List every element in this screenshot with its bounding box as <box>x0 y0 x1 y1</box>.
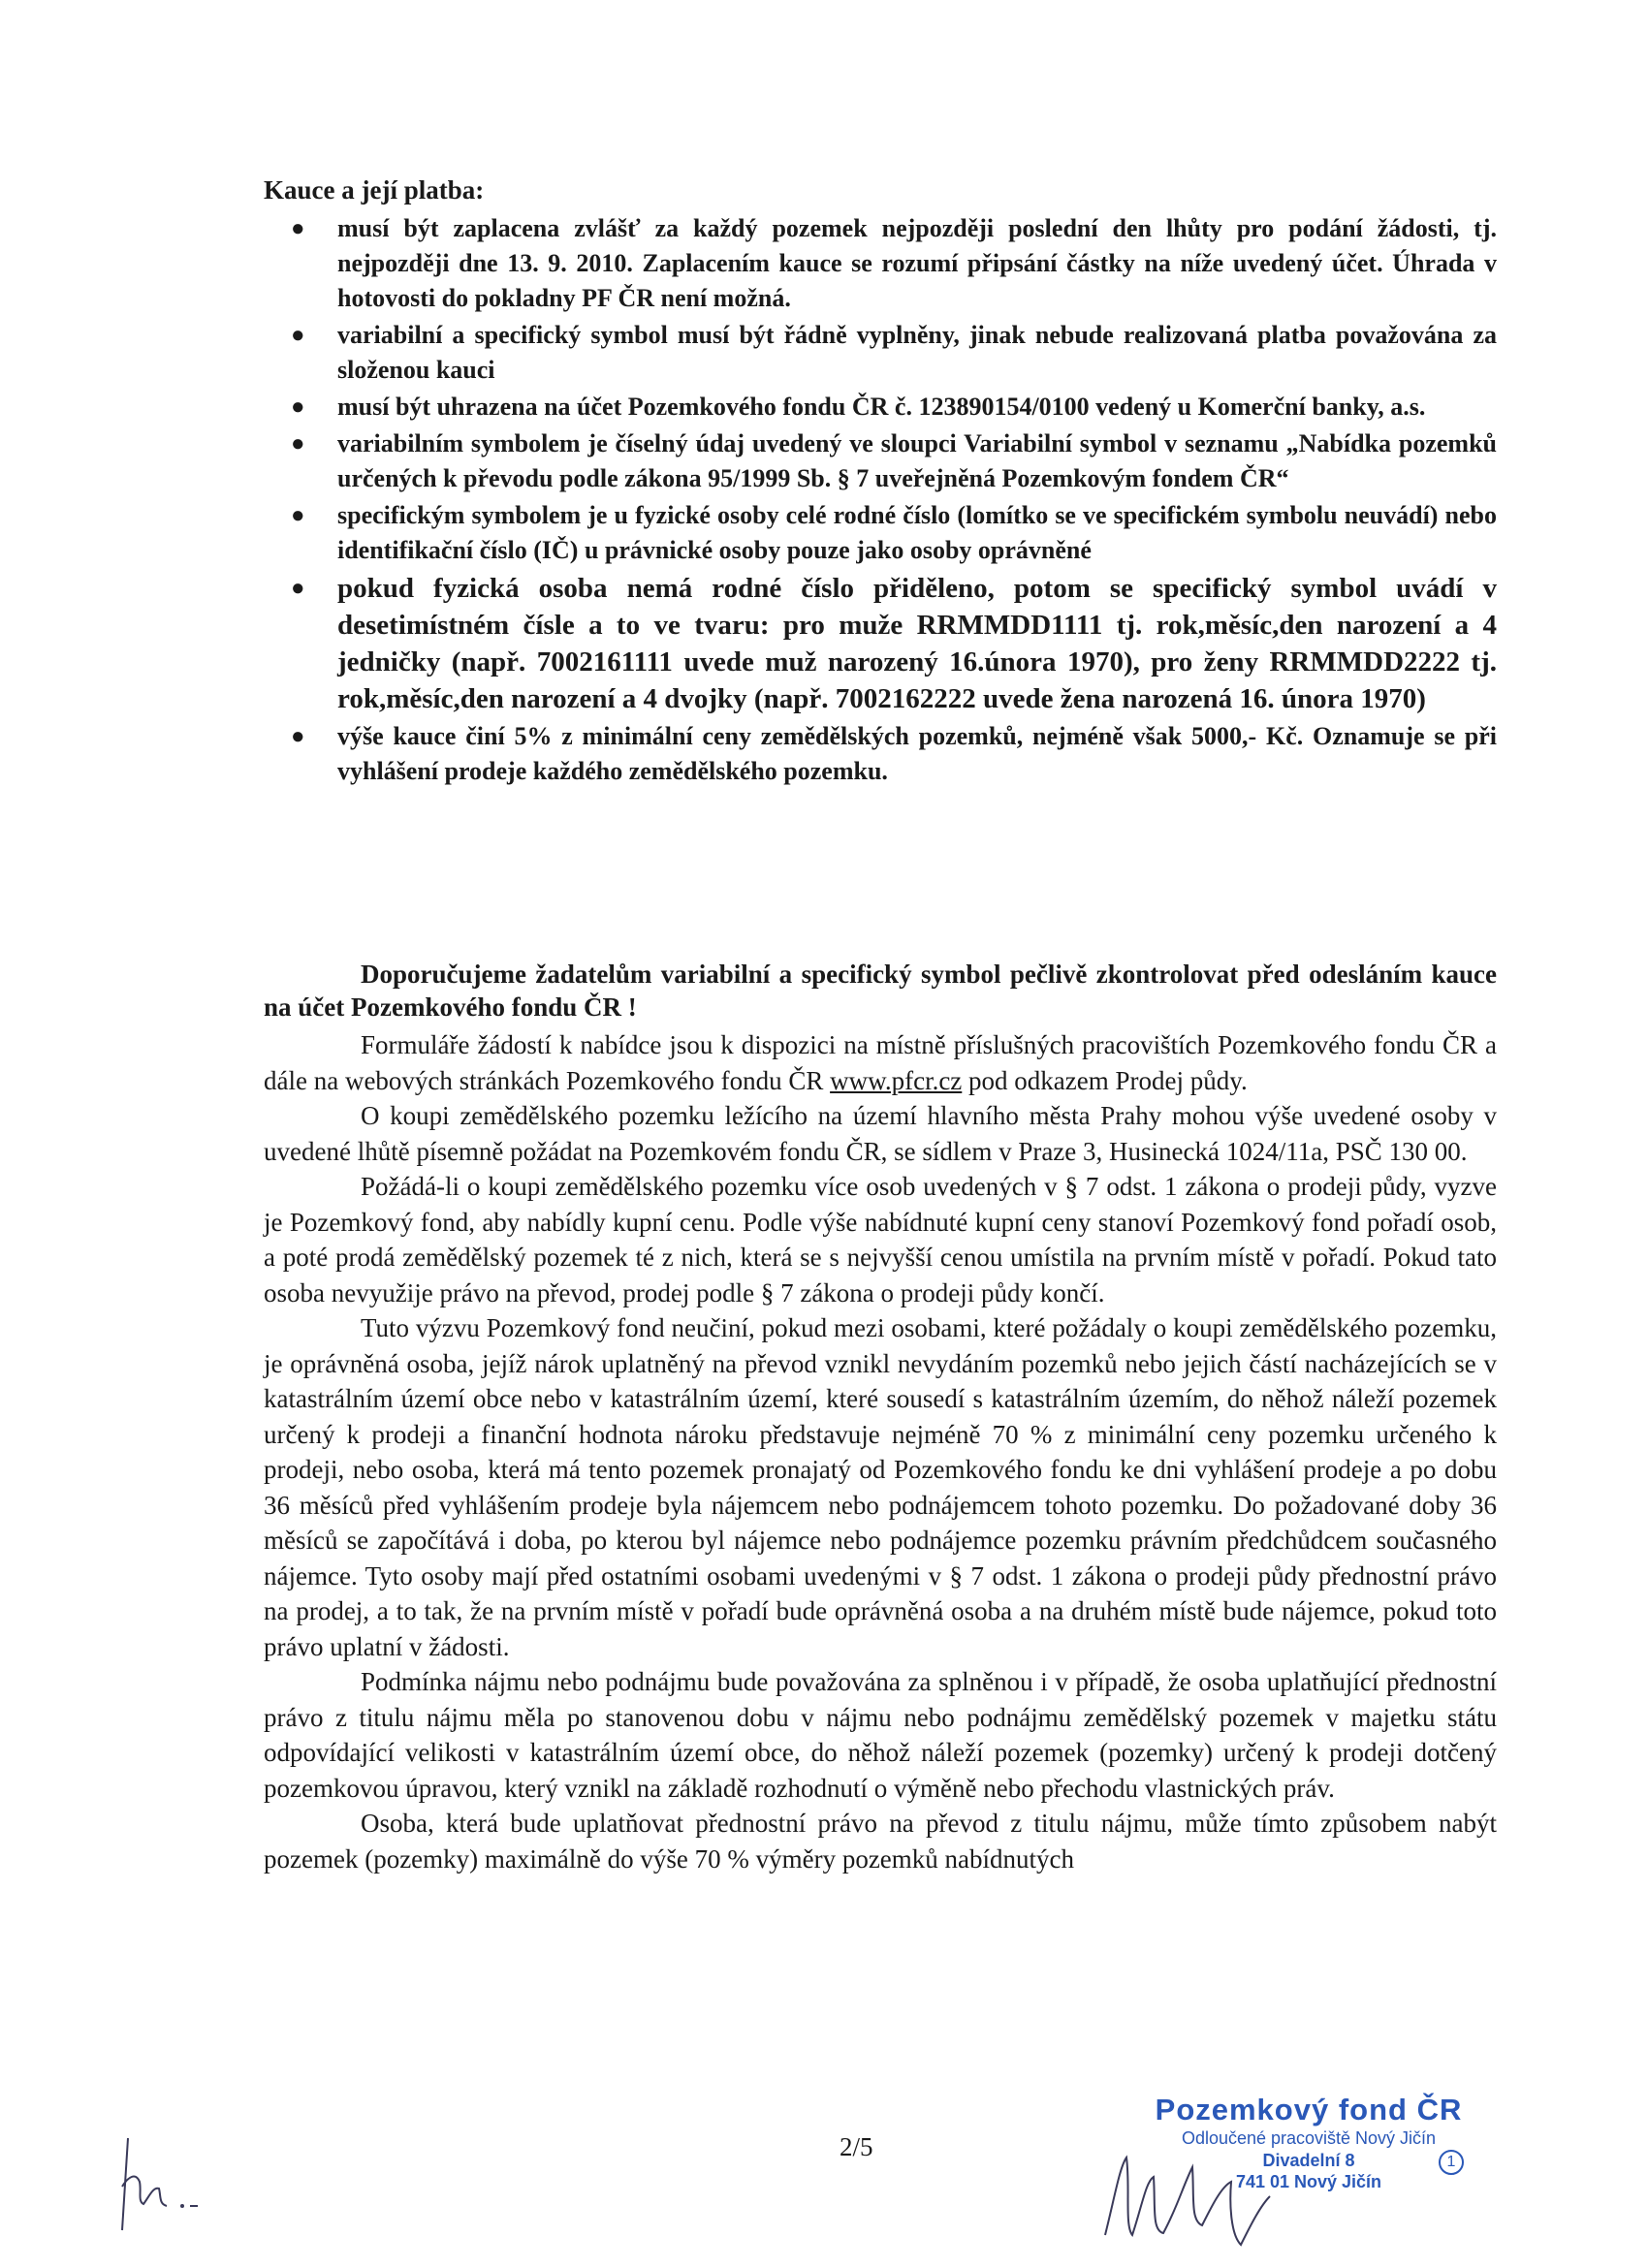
list-item-text: variabilním symbolem je číselný údaj uvedený ve sloupci Variabilní symbol v seznamu „Nabídka pozemků určených k převodu podle zákona 95/1999 Sb. § 7 uveřejněná Pozemkovým fondem ČR“ <box>337 429 1497 492</box>
paragraph-text: Formuláře žádostí k nabídce jsou k dispozici na místně příslušných pracovištích Pozemkového fondu ČR a dále na webových stránkách Pozemkového fondu ČR <box>264 1030 1497 1095</box>
list-item <box>264 211 1497 316</box>
bullet-icon: ● <box>291 323 305 348</box>
stamp-number-mark: 1 <box>1439 2150 1464 2175</box>
bullet-icon: ● <box>291 576 305 601</box>
paragraph-forms <box>264 1027 1497 1098</box>
paragraph-multiple-applicants: Požádá-li o koupi zemědělského pozemku více osob uvedených v § 7 odst. 1 zákona o prodeji půdy, vyzve je Pozemkový fond, aby nabídly kupní cenu. Podle výše nabídnuté kupní ceny stanoví Pozemkový fond pořadí osob, a poté prodá zemědělský pozemek té z nich, která se s nejvyšší cenou umístila na prvním místě v pořadí. Pokud tato osoba nevyužije právo na převod, prodej podle § 7 zákona o prodeji půdy končí. <box>264 1172 1497 1307</box>
body-text <box>264 1027 1497 1876</box>
bullet-icon: ● <box>291 431 305 457</box>
deposit-heading: Kauce a její platba: <box>264 175 485 205</box>
page-number: 2/5 <box>840 2132 873 2161</box>
signature-right <box>1086 2128 1280 2264</box>
list-item-text: variabilní a specifický symbol musí být řádně vyplněny, jinak nebude realizovaná platba považována za složenou kauci <box>337 321 1497 384</box>
deposit-rules-list <box>264 211 1497 789</box>
list-item-text: specifickým symbolem je u fyzické osoby celé rodné číslo (lomítko se ve specifickém symbolu neuvádí) nebo identifikační číslo (IČ) u právnické osoby pouze jako osoby oprávněné <box>337 501 1497 564</box>
paragraph-preferential-right: Tuto výzvu Pozemkový fond neučiní, pokud mezi osobami, které požádaly o koupi zemědělského pozemku, je oprávněná osoba, jejíž nárok uplatněný na převod vznikl nevydáním pozemků nebo jejich částí nacházejících se v katastrálním území obce nebo v katastrálním území, které sousedí s katastrálním územím, do něhož náleží pozemek určený k prodeji a finanční hodnota nároku představuje nejméně 70 % z minimální ceny pozemku určeného k prodeji, nebo osoba, která má tento pozemek pronajatý od Pozemkového fondu ke dni vyhlášení prodeje a po dobu 36 měsíců před vyhlášením prodeje byla nájemcem nebo podnájemcem tohoto pozemku. Do požadované doby 36 měsíců se započítává i doba, po kterou byl nájemce nebo podnájemce pozemku právním předchůdcem současného nájemce. Tyto osoby mají před ostatními osobami uvedenými v § 7 odst. 1 zákona o prodeji půdy přednostní právo na prodej, a to tak, že na prvním místě v pořadí bude oprávněná osoba a na druhém místě bude nájemce, pokud toto právo uplatní v žádosti. <box>264 1313 1497 1661</box>
list-item <box>264 719 1497 789</box>
list-item <box>264 570 1497 717</box>
stamp-title: Pozemkový fond ČR <box>1155 2093 1463 2126</box>
stamp-city: 741 01 Nový Jičín <box>1235 2172 1382 2191</box>
paragraph-text: pod odkazem Prodej půdy. <box>962 1065 1248 1095</box>
stamp-branch: Odloučené pracoviště Nový Jičín <box>1181 2128 1437 2148</box>
recommendation-note: Doporučujeme žadatelům variabilní a specifický symbol pečlivě zkontrolovat před odesláním kauce na účet Pozemkového fondu ČR ! <box>264 960 1497 1022</box>
paragraph-max-share: Osoba, která bude uplatňovat přednostní právo na převod z titulu nájmu, může tímto způsobem nabýt pozemek (pozemky) maximálně do výše 70 % výměry pozemků nabídnutých <box>264 1809 1497 1874</box>
bullet-icon: ● <box>291 394 305 420</box>
list-item-text: výše kauce činí 5% z minimální ceny zemědělských pozemků, nejméně však 5000,- Kč. Oznamuje se při vyhlášení prodeje každého zemědělského pozemku. <box>337 722 1497 785</box>
list-item <box>264 426 1497 496</box>
list-item <box>264 498 1497 568</box>
list-item <box>264 390 1497 425</box>
bullet-icon: ● <box>291 503 305 528</box>
bullet-icon: ● <box>291 724 305 749</box>
bullet-icon: ● <box>291 216 305 241</box>
list-item <box>264 318 1497 388</box>
deposit-section <box>264 173 1497 791</box>
website-link[interactable]: www.pfcr.cz <box>830 1065 963 1095</box>
list-item-text: pokud fyzická osoba nemá rodné číslo přiděleno, potom se specifický symbol uvádí v desetimístném čísle a to ve tvaru: pro muže RRMMDD1111 tj. rok,měsíc,den narození a 4 jedničky (např. 7002161111 uvede muž narozený 16.února 1970), pro ženy RRMMDD2222 tj. rok,měsíc,den narození a 4 dvojky (např. 7002162222 uvede žena narozená 16. února 1970) <box>337 573 1497 714</box>
paragraph-lease-condition: Podmínka nájmu nebo podnájmu bude považována za splněnou i v případě, že osoba uplatňující přednostní právo z titulu nájmu měla po stanovenou dobu v nájmu nebo podnájmu zemědělský pozemek v majetku státu odpovídající velikosti v katastrálním území obce, do něhož náleží pozemek (pozemky) určený k prodeji dotčený pozemkovou úpravou, který vznikl na základě rozhodnutí o výměně nebo přechodu vlastnických práv. <box>264 1667 1497 1803</box>
signature-left <box>89 2128 225 2245</box>
paragraph-prague: O koupi zemědělského pozemku ležícího na území hlavního města Prahy mohou výše uvedené osoby v uvedené lhůtě písemně požádat na Pozemkovém fondu ČR, se sídlem v Praze 3, Husinecká 1024/11a, PSČ 130 00. <box>264 1101 1497 1166</box>
stamp-street: Divadelní 8 <box>1262 2151 1355 2170</box>
list-item-text: musí být zaplacena zvlášť za každý pozemek nejpozději poslední den lhůty pro podání žádosti, tj. nejpozději dne 13. 9. 2010. Zaplacením kauce se rozumí připsání částky na níže uvedený účet. Úhrada v hotovosti do pokladny PF ČR není možná. <box>337 214 1497 312</box>
list-item-text: musí být uhrazena na účet Pozemkového fondu ČR č. 123890154/0100 vedený u Komerční banky, a.s. <box>337 393 1426 421</box>
